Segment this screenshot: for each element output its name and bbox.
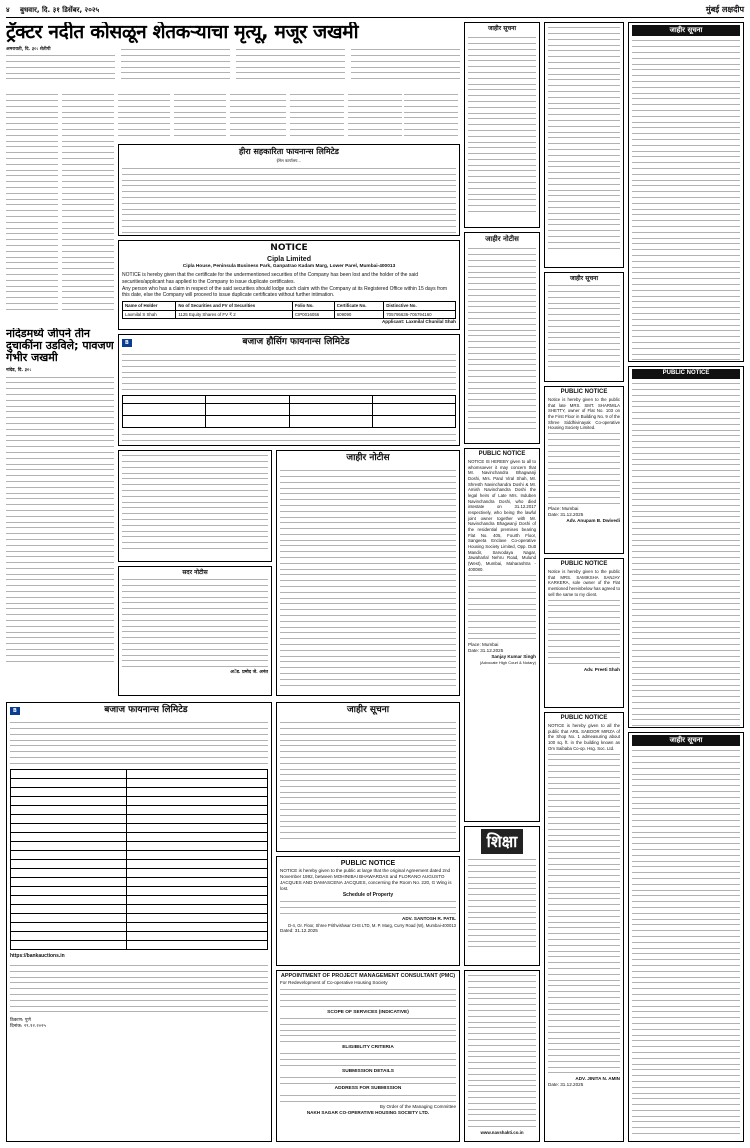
cipla-th-securities: No of Securities and FV of Securities (176, 301, 293, 310)
pn1-signer-role: (Advocate High Court & Notary) (479, 660, 536, 666)
pn3-body: Notice is hereby given to the public that MRS. SAMIKSHA SANJAY KARKERA, sole owner of the Flat mentioned hereinbelow has agreed to sell the same to my client. (548, 568, 620, 597)
col3-b-title: जाहीर नोटीस (485, 235, 519, 243)
hira-subtitle: ईमेल कार्यालय... (276, 157, 302, 163)
lead-column-1 (6, 92, 58, 324)
lead-column-4 (174, 92, 226, 140)
jahir-sucha-right-title: जाहीर सूचना (632, 25, 740, 36)
bajaj-finance-notice (6, 702, 272, 1142)
pmc-appointment (276, 970, 460, 1142)
public-notice-1 (464, 448, 540, 822)
pn5-body: NOTICE is hereby given to the public at large that the original Agreement dated 2nd November 1992, between MOHINIBAI BHAWARDAS and FLORANO AUGUSTO JACQUES AND DAMASCENA JACQUES, concerning the Room No. 220, G Wing is lost. (280, 868, 452, 892)
notice-col3-a (464, 22, 540, 228)
col4-b-title: जाहीर सूचना (569, 275, 599, 282)
cipla-table (122, 301, 456, 320)
cipla-cell-holder: Laxmilal S Shah (123, 310, 176, 319)
lead-headline: ट्रॅक्टर नदीत कोसळून शेतकऱ्याचा मृत्यू, मजूर जखमी (6, 22, 359, 43)
cipla-body: NOTICE is hereby given that the certificate for the undermentioned securities of the Company has been lost and the holder of the said securities/applicant has applied to the Company to issue duplicate certificates. (122, 272, 419, 286)
jahir-notice-court (276, 450, 460, 696)
public-notice-5 (276, 856, 460, 966)
cipla-th-distinctive: Distinctive No. (384, 301, 456, 310)
bajaj-housing-notice (118, 334, 460, 446)
cipla-cell-distinctive: 705795636-705794160 (384, 310, 456, 319)
nanded-headline: नांदेडमध्ये जीपने तीन दुचाकींना उडविले; पावजण गंभीर जखमी (6, 328, 114, 365)
lead-dateline: अमरावती, दि. ३०: शेतीपी (6, 46, 51, 52)
cipla-notice (118, 240, 460, 330)
pn4-body: NOTICE is hereby given to all the public that ARIL SABOOR MIRZA of the Shop No. 1 admeasuring about 100 sq. ft. in the building known as Om Saibaba Co-op. Hsg. Soc. Ltd. (548, 722, 620, 751)
lead-column-7 (348, 92, 402, 140)
edition-name: मुंबई लक्षदीप (705, 5, 744, 15)
notice-col3-b (464, 232, 540, 444)
notice-col4-b (544, 272, 624, 382)
pn5-schedule: Schedule of Property (342, 892, 394, 899)
hira-notice (118, 144, 460, 236)
pn2-title: PUBLIC NOTICE (560, 389, 608, 395)
bajaj-finance-place: ठिकाण: पुणे (10, 1018, 31, 1024)
bajaj-housing-title: बजाज हौसिंग फायनान्स लिमिटेड (242, 337, 350, 347)
jahir-notice-mid-title: जाहीर नोटीस (346, 453, 390, 463)
pn1-signer: Sanjay Kumar Singh (491, 654, 536, 660)
bajaj-logo-icon: B (122, 339, 132, 348)
pn2-date: Date: 31.12.2025 (548, 512, 584, 518)
pmc-scope: SCOPE OF SERVICES (INDICATIVE) (327, 1009, 409, 1015)
jahir-sucha-right (628, 22, 744, 362)
notice-col3-c (464, 970, 540, 1142)
public-notice-4 (544, 712, 624, 1142)
cipla-address: Cipla House, Peninsula Business Park, Ganpatrao Kadam Marg, Lower Parel, Mumbai-400013 (182, 264, 396, 270)
pn1-title: PUBLIC NOTICE (478, 451, 526, 457)
shiksha-label: शिक्षा (481, 829, 524, 854)
hira-title: हीरा सहकारिता फायनान्स लिमिटेड (239, 147, 339, 156)
shiksha-notice (464, 826, 540, 966)
nanded-dateline: नांदेड, दि. ३०: (6, 368, 32, 374)
pmc-sub: For Redevelopment of Co-operative Housing Society (280, 980, 388, 986)
sadr-notice-title: सदर नोटीस (182, 569, 208, 576)
pmc-eligibility: ELIGIBILITY CRITERIA (342, 1044, 394, 1050)
notice-col4-a (544, 22, 624, 268)
cipla-th-holder: Name of Holder (123, 301, 176, 310)
pn3-signer: Adv. Preeti Shah (583, 666, 620, 672)
advt-contact[interactable]: www.navshakti.co.in (480, 1129, 524, 1135)
pmc-address-title: ADDRESS FOR SUBMISSION (334, 1086, 402, 1092)
sadr-notice-signer: अॅड. प्रमोद जे. अनंत (230, 669, 268, 675)
lead-column-8 (404, 92, 458, 140)
bajaj-finance-title: बजाज फायनान्स लिमिटेड (104, 705, 188, 715)
pmc-title: APPOINTMENT OF PROJECT MANAGEMENT CONSULTANT (PMC) (280, 973, 456, 979)
small-notice-1 (118, 450, 272, 562)
pn4-date: Date: 31.12.2025 (548, 1081, 584, 1087)
lead-column-2 (62, 92, 114, 324)
date-line: बुधवार, दि. ३१ डिसेंबर, २०२५ (20, 5, 100, 14)
public-notice-2 (544, 386, 624, 554)
pn4-signer: ADV. JINITA N. AMIN (575, 1075, 620, 1081)
pn5-date: Dated: 31.12.2025 (280, 928, 318, 934)
pmc-society: NAKH SAGAR CO-OPERATIVE HOUSING SOCIETY LTD. (306, 1110, 430, 1116)
cipla-body-2: Any person who has a claim in respect of the said securities should lodge such claim with the Company at its Registered Office within 15 days from this date, else the Company will proceed to issue duplicate certificates without further intimation. (122, 285, 448, 299)
pn4-title: PUBLIC NOTICE (560, 715, 608, 721)
cipla-notice-title: NOTICE (270, 243, 308, 253)
pmc-footer: By Order of the Managing Committee (379, 1104, 456, 1110)
pn1-body: NOTICE IS HEREBY given to all to whomsoever it may concern that Mr. Navinchandra Bhagwanji Doshi, Mrs. Parul Viral Shah, Mr. Shresth Navinchandra Doshi & Mr. Amish Navinchandra Doshi the legal heirs of Late Mrs. Induben Navinchandra Doshi, who died intestate on 31.12.2017 respectively, who being the lawful joint owner together with Mr. Navinchandra Bhagwanji Doshi of the residential premises bearing Flat No. 405, Fourth Floor, Sangeeta Enclave Co-operative Housing Society Limited, Opp. Dutt Mandir, Sarvodaya Nagar, Jawaharlal Nehru Road, Mulund (West), Mumbai, Maharashtra - 400080. (468, 458, 536, 572)
pn-right-title: PUBLIC NOTICE (632, 369, 740, 379)
pn3-title: PUBLIC NOTICE (560, 561, 608, 567)
bajaj-finance-date: दिनांक: २९.१२.२०२५ (10, 1024, 46, 1030)
jahir-sucha-right-2 (628, 732, 744, 1142)
cipla-applicant: Applicant: Laxmilal Chunilal Shah (381, 319, 456, 325)
lead-column-5 (230, 92, 286, 140)
jahir-sucha-center (276, 702, 460, 852)
public-notice-3 (544, 558, 624, 708)
nanded-story (6, 328, 114, 698)
pn2-signer: Adv. Anupam B. Dwivedi (566, 518, 620, 524)
sadr-notice (118, 566, 272, 696)
pn5-address: D-4, Gr. Floor, Shree Prithvishwar CHS LTD, M. P. Marg, Curry Road (W), Mumbai-400013 (288, 922, 456, 928)
pmc-submission: SUBMISSION DETAILS (342, 1068, 394, 1074)
page-number: ४ (6, 5, 10, 14)
jahir-sucha-right-2-title: जाहीर सूचना (632, 735, 740, 746)
lead-column-3 (118, 92, 170, 140)
cipla-company: Cipla Limited (267, 255, 311, 263)
bajaj-housing-table (122, 395, 456, 428)
pn1-date: Date: 31.12.2025 (468, 647, 504, 653)
table-row (123, 310, 456, 319)
cipla-cell-securities: 1125 Equity Shares of FV ₹ 2 (176, 310, 293, 319)
pn5-signer: ADV. SANTOSH R. PATIL (402, 916, 456, 922)
page-header (6, 4, 744, 18)
lead-column-6 (290, 92, 344, 140)
bajaj-finance-table (10, 769, 268, 950)
bajaj-finserv-logo-icon: B (10, 707, 20, 716)
bajaj-finance-url[interactable]: https://bankauctions.in (10, 953, 65, 960)
cipla-th-certificate: Certificate No. (334, 301, 383, 310)
public-notice-right (628, 366, 744, 728)
pn5-title: PUBLIC NOTICE (340, 860, 396, 867)
jahir-sucha-title: जाहीर सूचना (346, 705, 390, 715)
lead-story (6, 22, 460, 92)
pn2-place: Place: Mumbai (548, 506, 579, 512)
col3-a-title: जाहीर सूचना (487, 25, 517, 32)
cipla-cell-folio: CIP0016056 (292, 310, 334, 319)
cipla-th-folio: Folio No. (292, 301, 334, 310)
cipla-cell-certificate: 609090 (334, 310, 383, 319)
pn1-place: Place: Mumbai (468, 641, 499, 647)
pn2-body: Notice is hereby given to the public that late MRS. SMT. SHARMILA SHETTY, owner of Flat No. 103 on the First Floor in Building No. 9 of the Shree Siddhivinayak Co-operative Housing Society Limited. (548, 396, 620, 431)
